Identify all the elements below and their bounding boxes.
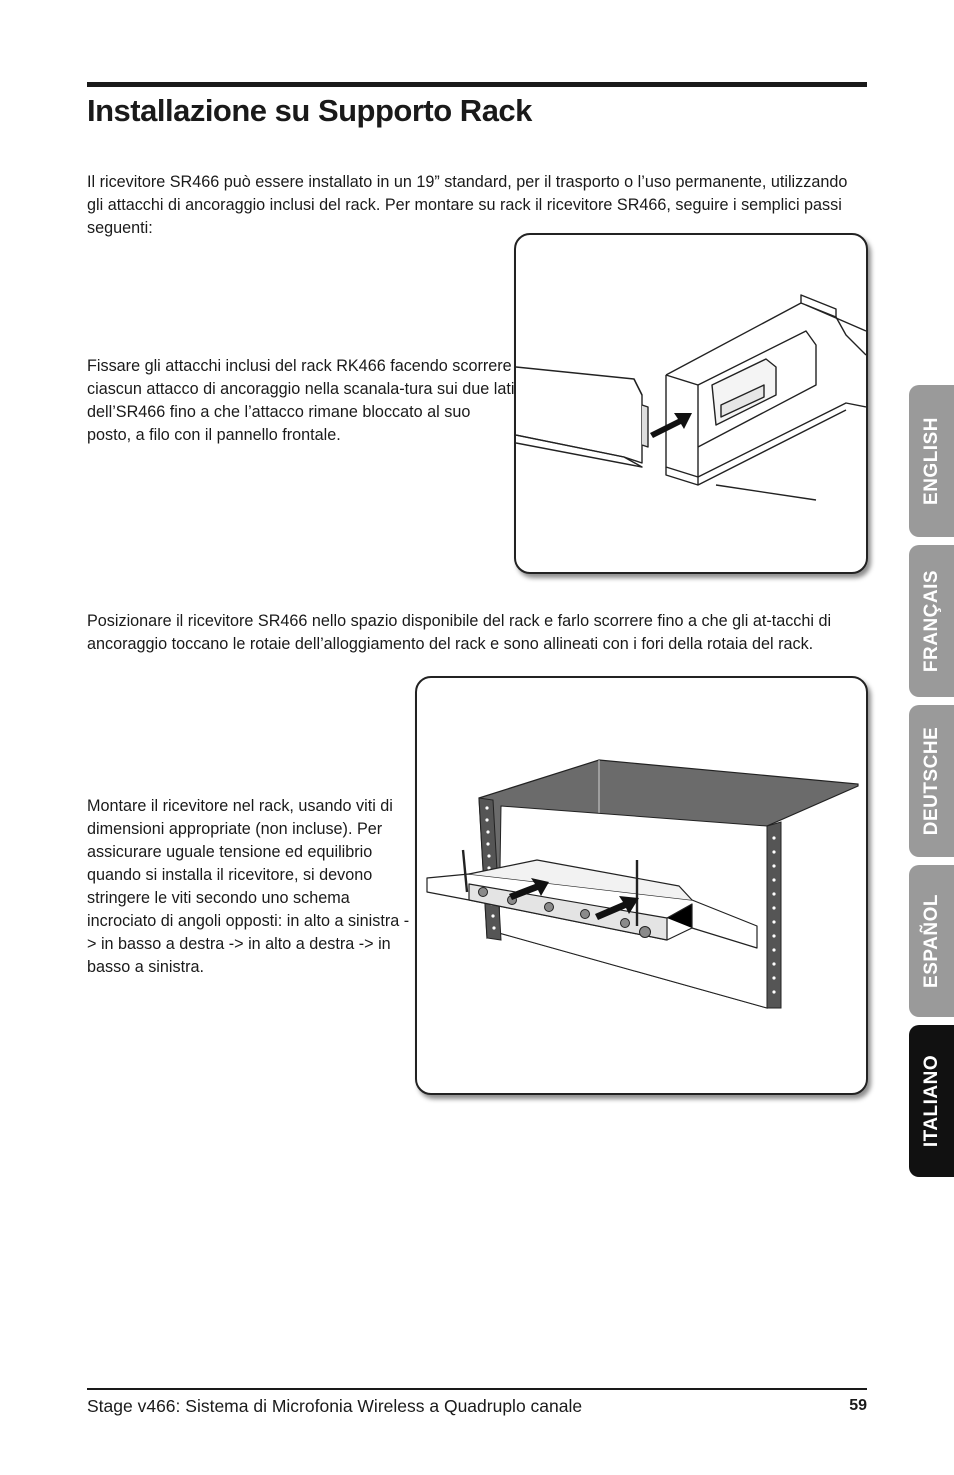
tab-italiano-label: ITALIANO — [920, 1054, 942, 1148]
tab-italiano[interactable] — [909, 1025, 954, 1177]
tab-espanol[interactable] — [909, 865, 954, 1017]
step2-paragraph: Posizionare il ricevitore SR466 nello spazio disponibile del rack e farlo scorrere fino a che gli at-tacchi di ancoraggio toccano le rotaie dell’alloggiamento del rack e sono allineati con i fori della rotaia del rack. — [87, 612, 832, 653]
step3-paragraph: Montare il ricevitore nel rack, usando viti di dimensioni appropriate (non incluse). Per assicurare uguale tensione ed equilibrio quando si installa il ricevitore, si devono stringere le viti secondo uno schema incrociato di angoli opposti: in alto a sinistra -> in basso a destra -> in alto a destra -> in basso a sinistra. — [87, 797, 410, 976]
tab-deutsche-label: DEUTSCHE — [920, 726, 942, 836]
footer-rule — [87, 1388, 867, 1390]
intro-paragraph: Il ricevitore SR466 può essere installato in un 19” standard, per il trasporto o l’uso permanente, utilizzando gli attacchi di ancoraggio inclusi del rack. Per montare su rack il ricevitore SR466, seguire i semplici passi seguenti: — [87, 173, 848, 237]
step1-paragraph: Fissare gli attacchi inclusi del rack RK466 facendo scorrere ciascun attacco di ancoraggio nella scanala-tura sui due lati dell’SR466 fino a che l’attacco rimane bloccato al suo posto, a filo con il pannello frontale. — [87, 357, 515, 444]
tab-deutsche[interactable] — [909, 705, 954, 857]
bracket-illustration — [514, 233, 868, 574]
rack-drawing — [417, 678, 866, 1093]
tab-francais-label: FRANÇAIS — [920, 569, 942, 673]
tab-espanol-label: ESPAÑOL — [920, 894, 942, 988]
tab-francais[interactable] — [909, 545, 954, 697]
rack-mount-illustration — [415, 676, 868, 1095]
page-number: 59 — [849, 1397, 867, 1414]
top-rule — [87, 82, 867, 87]
bracket-drawing — [516, 235, 866, 572]
tab-english-label: ENGLISH — [920, 417, 942, 505]
tab-english[interactable] — [909, 385, 954, 537]
footer-title: Stage v466: Sistema di Microfonia Wireless a Quadruplo canale — [87, 1396, 583, 1416]
page-title: Installazione su Supporto Rack — [87, 93, 532, 128]
